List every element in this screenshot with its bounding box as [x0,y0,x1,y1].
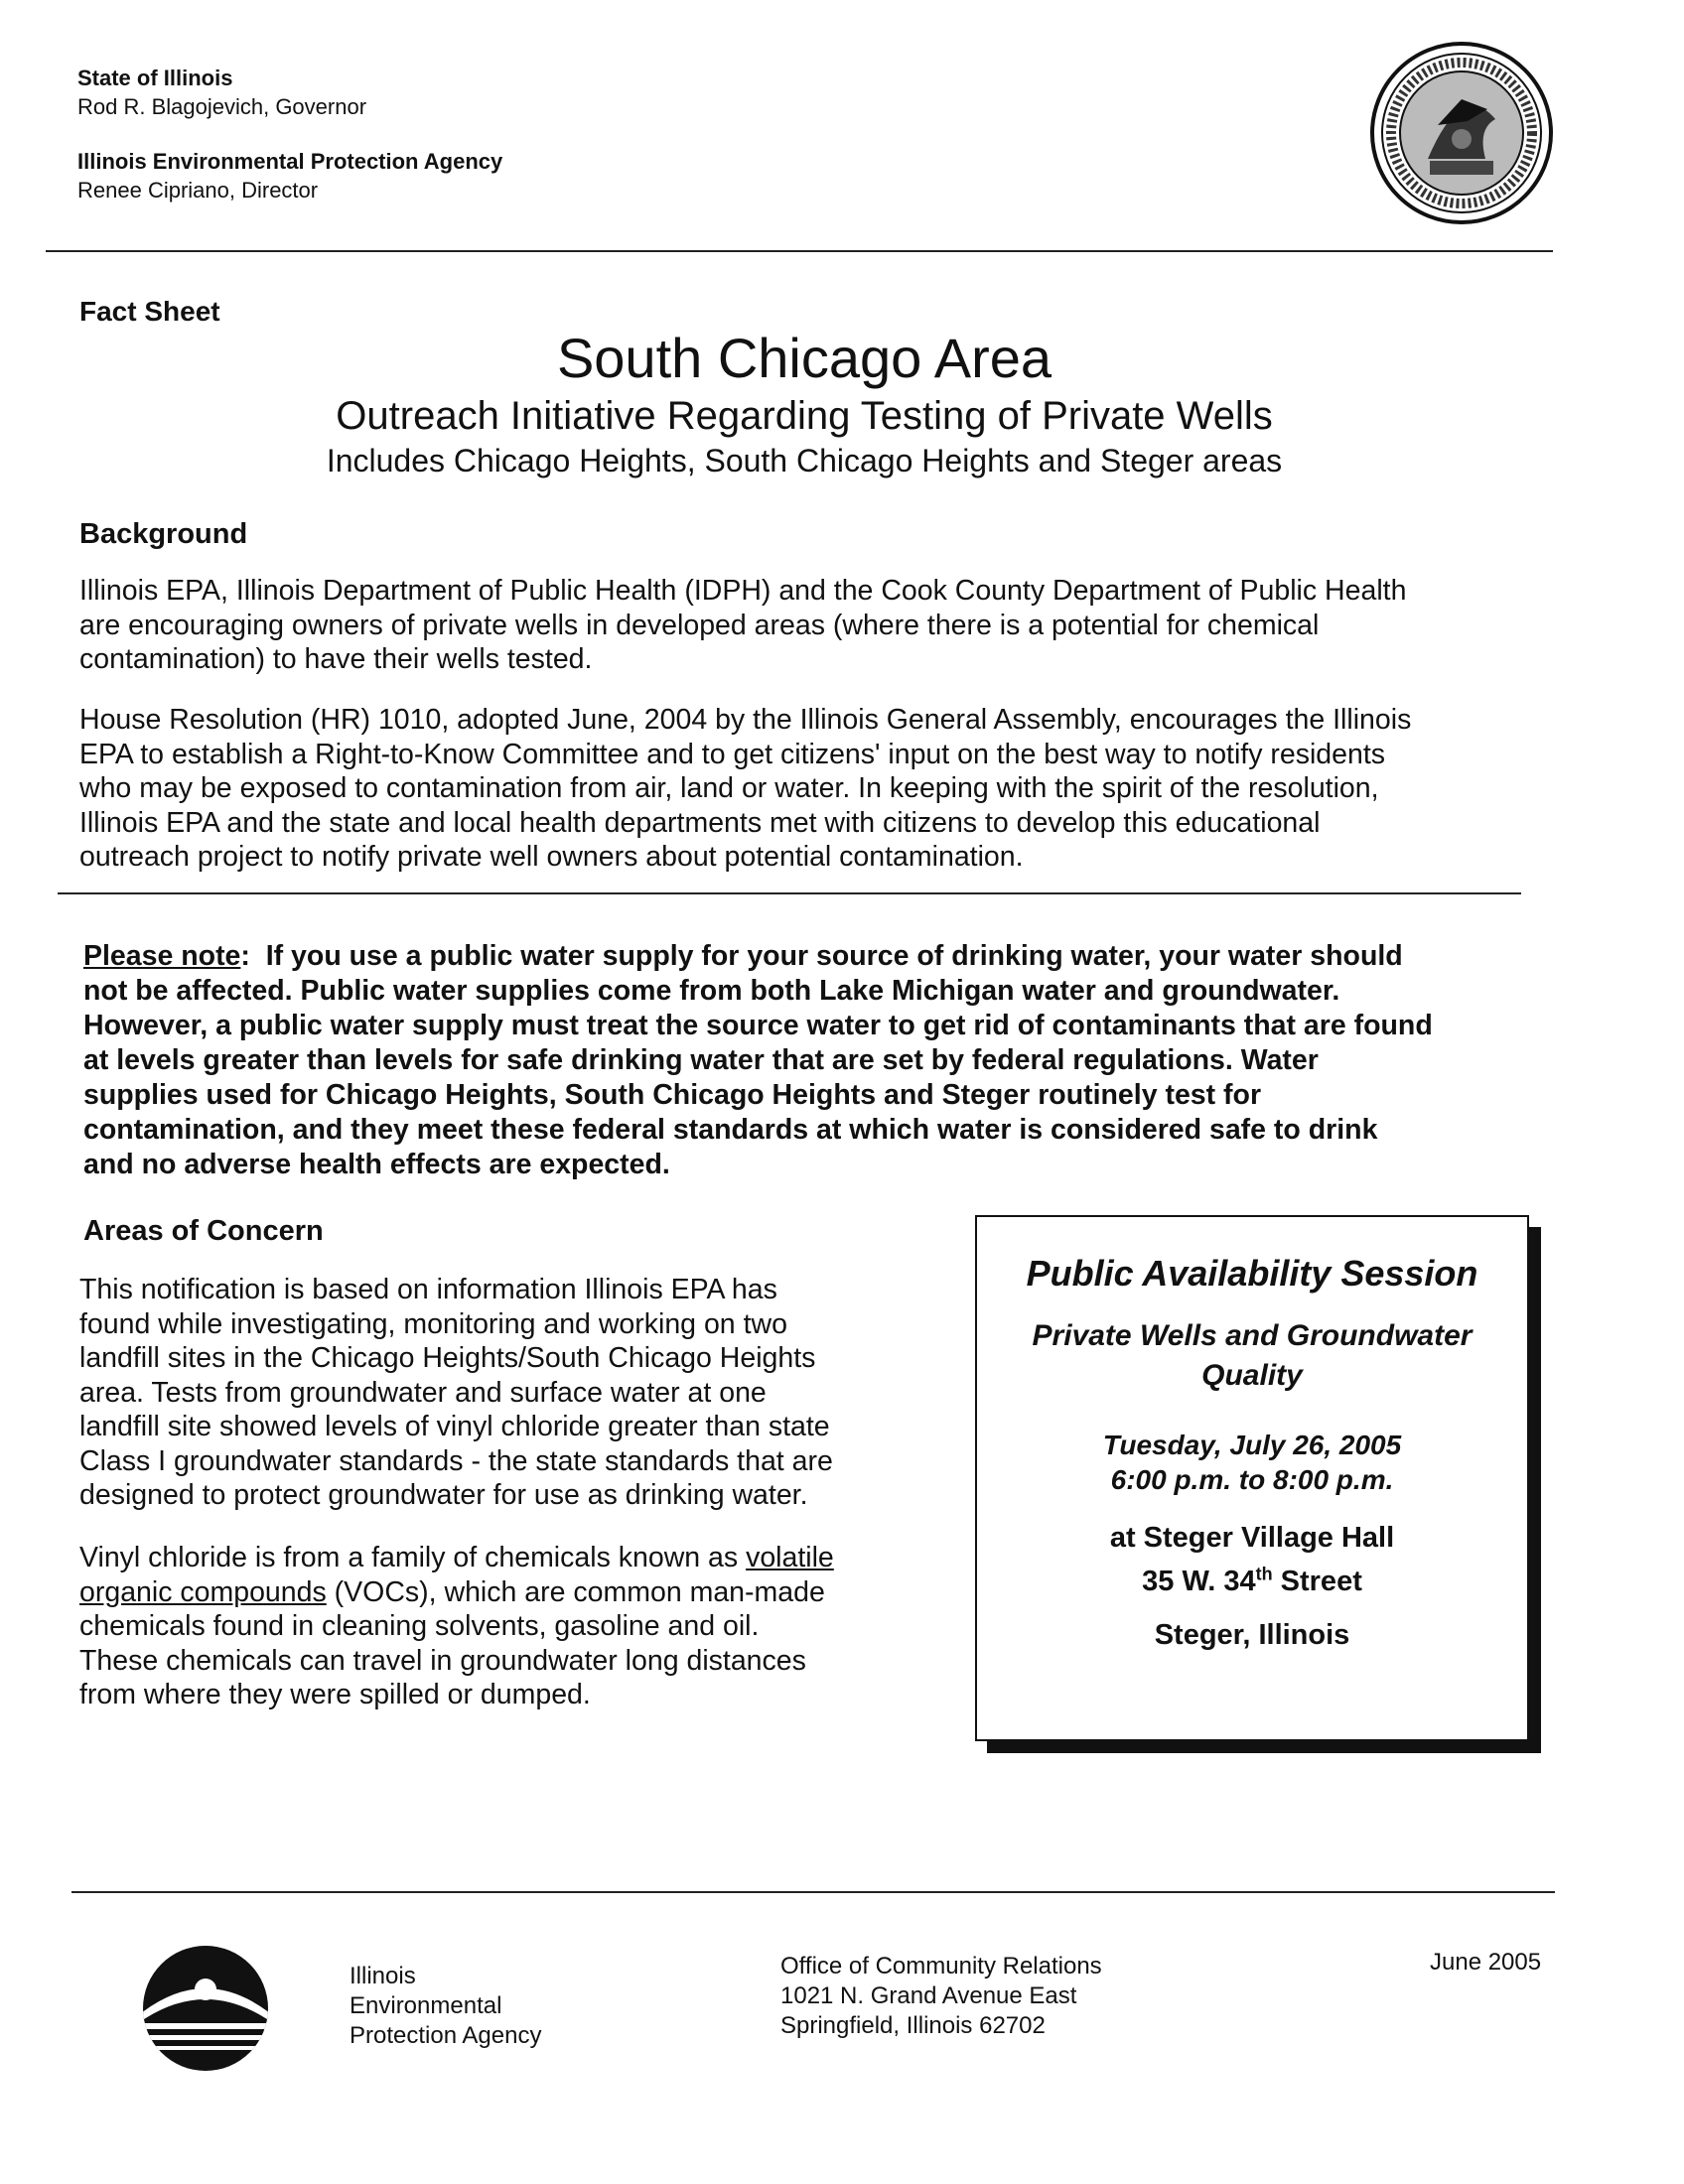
note-label: Please note [83,940,241,972]
page-title: South Chicago Area [556,327,1052,389]
please-note-block [83,939,1545,1182]
text-line [79,1575,834,1610]
text-line: This notification is based on information Illinois EPA has [79,1274,777,1305]
voc-term-underlined: volatile [746,1542,834,1573]
session-time: 6:00 p.m. to 8:00 p.m. [1110,1464,1394,1495]
session-address [1142,1566,1362,1597]
text-line: Class I groundwater standards - the state standards that are [79,1444,833,1477]
background-divider [58,892,1521,894]
session-datetime [977,1428,1527,1497]
director-name: Renee Cipriano, Director [77,178,319,203]
note-first-line: Please note: If you use a public water supply for your source of drinking water, your water should [83,940,1403,972]
session-venue: at Steger Village Hall [1109,1522,1395,1554]
background-heading: Background [79,518,248,550]
governor-name: Rod R. Blagojevich, Governor [77,94,367,119]
text-line: 1021 N. Grand Avenue East [780,1982,1077,2009]
text-span: (VOCs), which are common man-made [326,1575,825,1608]
text-line [79,1541,834,1575]
concern-paragraph-2 [79,1541,834,1712]
text-line: outreach project to notify private well owners about potential contamination. [79,841,1024,873]
illinois-epa-logo-icon [141,1944,270,2073]
text-line: landfill site showed levels of vinyl chloride greater than state [79,1411,830,1442]
text-line: Protection Agency [350,2022,542,2049]
page-coverage: Includes Chicago Heights, South Chicago Heights and Steger areas [326,443,1283,478]
agency-name: Illinois Environmental Protection Agency [77,149,503,174]
text-line: Environmental [350,1992,502,2019]
session-title: Public Availability Session [1026,1253,1478,1294]
text-line: These chemicals can travel in groundwater long distances [79,1644,806,1677]
page-subtitle: Outreach Initiative Regarding Testing of Private Wells [336,394,1273,438]
text-line: contamination, and they meet these federal standards at which water is considered safe to drink [83,1114,1378,1146]
text-line: found while investigating, monitoring and working on two [79,1307,787,1340]
text-line: Illinois EPA, Illinois Department of Public Health (IDPH) and the Cook County Department of Public Health [79,575,1407,607]
session-city: Steger, Illinois [1154,1619,1350,1651]
text-line: contamination) to have their wells tested. [79,643,593,675]
text-span: Quality [1201,1359,1303,1392]
text-line: supplies used for Chicago Heights, South Chicago Heights and Steger routinely test for [83,1079,1262,1111]
text-line: However, a public water supply must treat the source water to get rid of contaminants that are found [83,1010,1433,1041]
background-paragraph-1 [79,574,1406,677]
text-line: landfill sites in the Chicago Heights/South Chicago Heights [79,1342,816,1374]
text-span: 35 W. 34 [1142,1565,1256,1597]
text-line: are encouraging owners of private wells in developed areas (where there is a potential for chemical [79,609,1320,641]
public-session-box [975,1215,1529,1741]
background-paragraph-2 [79,703,1411,875]
illinois-state-seal-icon [1368,40,1555,226]
footer-office-address [780,1952,1102,2041]
text-line: Illinois [350,1963,416,1989]
text-span: Street [1272,1565,1362,1597]
concern-paragraph-1 [79,1273,833,1513]
text-line: and no adverse health effects are expected. [83,1149,670,1180]
text-line: Springfield, Illinois 62702 [780,2012,1046,2039]
note-text: If you use a public water supply for your source of drinking water, your water should [265,940,1403,972]
footer-divider [71,1891,1555,1893]
text-line: House Resolution (HR) 1010, adopted June, 2004 by the Illinois General Assembly, encourages the Illinois [79,704,1412,736]
text-line: Illinois EPA and the state and local health departments met with citizens to develop this educational [79,806,1321,839]
areas-of-concern-heading: Areas of Concern [83,1215,324,1247]
header-divider [46,250,1553,252]
text-span: Vinyl chloride is from a family of chemicals known as [79,1542,747,1573]
footer-date: June 2005 [1430,1949,1542,1976]
voc-term-underlined: organic compounds [79,1575,327,1608]
text-line: EPA to establish a Right-to-Know Committee and to get citizens' input on the best way to notify residents [79,738,1386,770]
text-line: not be affected. Public water supplies come from both Lake Michigan water and groundwater. [83,975,1340,1007]
text-line: area. Tests from groundwater and surface water at one [79,1376,767,1409]
text-line: who may be exposed to contamination from air, land or water. In keeping with the spirit of the resolution, [79,772,1379,804]
session-subtitle [977,1316,1527,1396]
text-line: at levels greater than levels for safe drinking water that are set by federal regulations. Water [83,1044,1319,1076]
text-line: chemicals found in cleaning solvents, gasoline and oil. [79,1610,760,1642]
footer-agency [350,1962,541,2051]
text-line: from where they were spilled or dumped. [79,1679,591,1710]
text-span: Private Wells and Groundwater [1032,1319,1473,1352]
document-type: Fact Sheet [79,296,220,327]
ordinal-suffix: th [1255,1564,1273,1583]
state-name: State of Illinois [77,66,233,90]
text-line: designed to protect groundwater for use as drinking water. [79,1479,808,1511]
session-date: Tuesday, July 26, 2005 [1102,1430,1402,1460]
session-location [977,1520,1527,1599]
text-line: Office of Community Relations [780,1953,1102,1979]
